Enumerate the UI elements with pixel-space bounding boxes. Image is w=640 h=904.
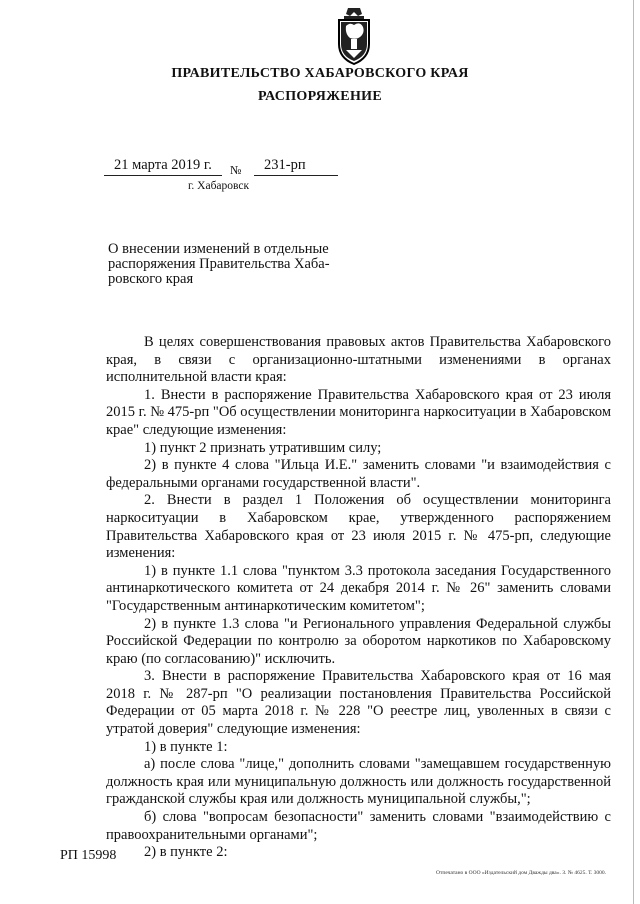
clause-paragraph: 1) в пункте 1:	[144, 738, 228, 755]
clause-paragraph: 2) в пункте 4 слова "Ильца И.Е." заменить словами "и взаимодействия с федеральными органами государственной власти".	[106, 457, 611, 491]
clause-paragraph: 3. Внести в распоряжение Правительства Хабаровского края от 16 мая 2018 г. № 287-рп "О реализации постановления Правительства Российской Федерации от 05 марта 2018 г. № 228 "О реестре лиц, уволенных в связи с утратой доверия" следующие изменения:	[106, 668, 611, 738]
clause-paragraph: 1) пункт 2 признать утратившим силу;	[144, 439, 382, 456]
government-title: ПРАВИТЕЛЬСТВО ХАБАРОВСКОГО КРАЯ	[171, 66, 469, 81]
coat-of-arms-icon	[334, 6, 374, 66]
clause-paragraph: б) слова "вопросам безопасности" заменить словами "взаимодействию с правоохранительными органами";	[106, 809, 611, 843]
subject-line: ровского края	[108, 271, 194, 287]
subject-line: распоряжения Правительства Хаба-	[108, 256, 330, 272]
clause-paragraph: 1. Внести в распоряжение Правительства Хабаровского края от 23 июля 2015 г. № 475-рп "Об осуществлении мониторинга наркоситуации в Хабаровском крае" следующие изменения:	[106, 386, 611, 438]
number-underline	[254, 175, 338, 176]
document-number: 231-рп	[264, 157, 306, 173]
city: г. Хабаровск	[188, 180, 250, 192]
document-body	[106, 334, 611, 862]
clause-paragraph: 2) в пункте 1.3 слова "и Регионального управления Федеральной службы Российской Федерации по контролю за оборотом наркотиков по Хабаровскому краю (по согласованию)" исключить.	[106, 615, 611, 667]
document-date: 21 марта 2019 г.	[114, 157, 212, 173]
document-subject	[108, 242, 348, 287]
date-number-line	[104, 155, 344, 179]
document-code: РП 15998	[60, 848, 117, 863]
number-sign: №	[230, 163, 242, 177]
subject-line: О внесении изменений в отдельные	[108, 241, 329, 257]
printer-note: Отпечатано в ООО «Издательский дом Дважды два». З. № 4625. Т. 3000.	[436, 870, 607, 876]
date-underline	[104, 175, 222, 176]
clause-paragraph: 1) в пункте 1.1 слова "пунктом 3.3 протокола заседания Государственного антинаркотического комитета от 24 декабря 2014 г. № 26" заменить словами "Государственным антинаркотическим комитетом";	[106, 562, 611, 614]
clause-paragraph: 2. Внести в раздел 1 Положения об осуществлении мониторинга наркоситуации в Хабаровском крае, утвержденного распоряжением Правительства Хабаровского края от 23 июля 2015 г. № 475-рп, следующие изменения:	[106, 492, 611, 562]
document-type-title: РАСПОРЯЖЕНИЕ	[258, 89, 382, 104]
page-edge-shadow	[633, 0, 634, 904]
clause-paragraph: а) после слова "лице," дополнить словами "замещавшем государственную должность края или муниципальную должность или должность государственной гражданской службы края или должность муниципальной службы,";	[106, 756, 611, 808]
clause-paragraph: 2) в пункте 2:	[144, 844, 228, 861]
preamble-paragraph: В целях совершенствования правовых актов Правительства Хабаровского края, в связи с организационно-штатными изменениями в органах исполнительной власти края:	[106, 334, 611, 386]
